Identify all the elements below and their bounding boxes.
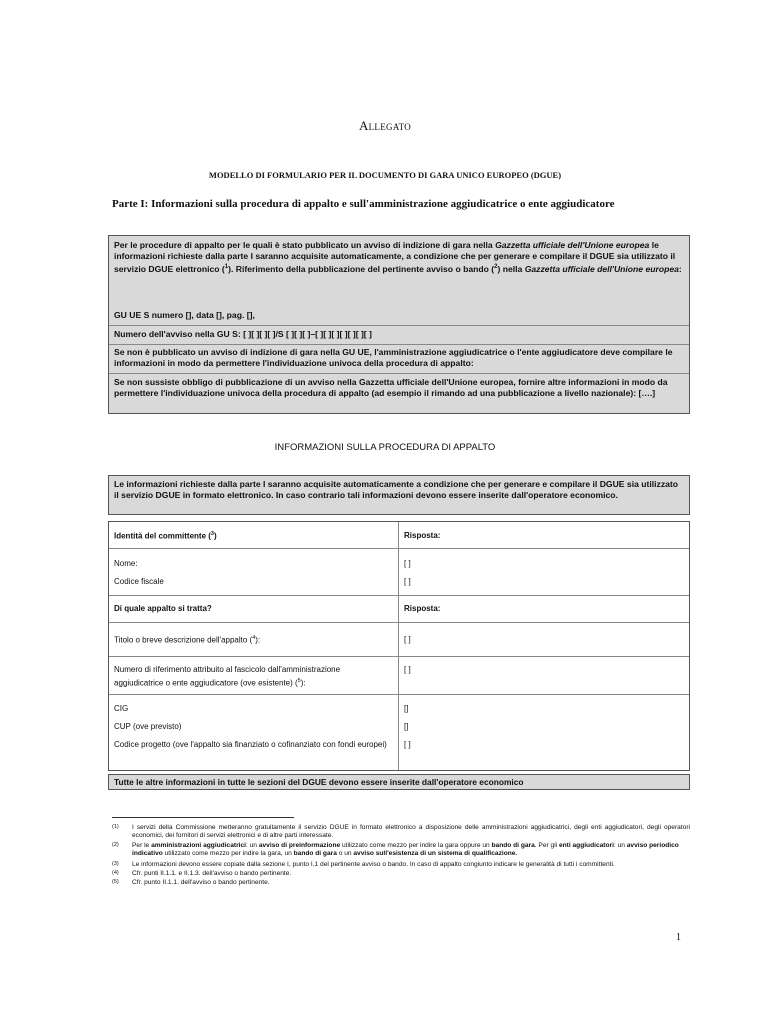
risposta-header: Risposta: bbox=[404, 604, 441, 613]
divider bbox=[109, 325, 689, 326]
footnote-5: (5) Cfr. punto II.1.1. dell'avviso o bando pertinente. bbox=[112, 879, 270, 886]
procedure-table bbox=[108, 521, 690, 771]
codice-progetto-label: Codice progetto (ove l'appalto sia finanziato o cofinanziato con fondi europei) bbox=[114, 740, 387, 749]
part-title: Parte I: Informazioni sulla procedura di appalto e sull'amministrazione aggiudicatrice o ente aggiudicatore bbox=[112, 198, 615, 210]
section-heading: INFORMAZIONI SULLA PROCEDURA DI APPALTO bbox=[274, 442, 496, 453]
table-row bbox=[109, 549, 689, 596]
page-title: Allegato bbox=[358, 118, 412, 133]
footnote-1: (1) I servizi della Commissione metteranno gratuitamente il servizio DGUE in formato elettronico a disposizione delle amministrazioni aggiudicatrici, degli enti aggiudicatori, degli operatori economici, dei fornitori di servizi elettronici e di altre parti interessate. bbox=[112, 824, 690, 840]
table-row bbox=[109, 522, 689, 549]
auto-acquisition-box: Le informazioni richieste dalla parte I saranno acquisite automaticamente a condizione che per generare e compilare il DGUE sia utilizzato il servizio DGUE in formato elettronico. In caso contrario tali informazioni devono essere inserite dall'operatore economico. bbox=[108, 475, 690, 515]
table-row bbox=[109, 657, 689, 695]
codice-fiscale-value: [ ] bbox=[404, 577, 411, 586]
no-publication-paragraph: Se non è pubblicato un avviso di indizione di gara nella GU UE, l'amministrazione aggiudicatrice o l'ente aggiudicatore deve compilare le informazioni in modo da permettere l'individuazione univoca della procedura di appalto: bbox=[114, 347, 673, 368]
titolo-value: [ ] bbox=[404, 635, 411, 644]
nome-label: Nome: bbox=[114, 559, 138, 568]
cig-value: [] bbox=[404, 704, 409, 713]
intro-box bbox=[108, 235, 690, 414]
numero-riferimento-label: Numero di riferimento attribuito al fascicolo dall'amministrazione aggiudicatrice o ente aggiudicatore (ove esistente) ($^5$): bbox=[114, 665, 341, 688]
codice-progetto-value: [ ] bbox=[404, 740, 411, 749]
appalto-header: Di quale appalto si tratta? bbox=[114, 604, 212, 613]
table-row bbox=[109, 695, 689, 772]
footnote-2: (2) Per le amministrazioni aggiudicatrici: un avviso di preinformazione utilizzato come mezzo per indire la gara oppure un bando di gara. Per gli enti aggiudicatori: un avviso periodico indicativo utilizzato come mezzo per indire la gara, un bando di gara o un avviso sull'esistenza di un sistema di qualificazione. bbox=[112, 842, 679, 858]
table-row bbox=[109, 623, 689, 657]
avviso-number: Numero dell'avviso nella GU S: [ ][ ][ ][ ]/S [ ][ ][ ]–[ ][ ][ ][ ][ ][ ][ ] bbox=[114, 329, 372, 339]
table-row bbox=[109, 596, 689, 623]
footnote-3: (3) Le informazioni devono essere copiate dalla sezione I, punto I.1 del pertinente avviso o bando. In caso di appalto congiunto indicare le generalità di tutti i committenti. bbox=[112, 861, 615, 868]
footnote-rule bbox=[112, 817, 294, 818]
no-obligation-paragraph: Se non sussiste obbligo di pubblicazione di un avviso nella Gazzetta ufficiale dell'Unione europea, fornire altre informazioni in modo da permettere l'individuazione univoca della procedura di appalto (ad esempio il rimando ad una pubblicazione a livello nazionale): [….] bbox=[114, 377, 668, 398]
footer-note-bar: Tutte le altre informazioni in tutte le sezioni del DGUE devono essere inserite dall'operatore economico bbox=[108, 774, 690, 790]
page-number: 1 bbox=[676, 932, 681, 943]
codice-fiscale-label: Codice fiscale bbox=[114, 577, 164, 586]
divider bbox=[109, 373, 689, 374]
gu-ue-reference: GU UE S numero [], data [], pag. [], bbox=[114, 310, 255, 320]
footnote-4: (4) Cfr. punti II.1.1. e II.1.3. dell'avviso o bando pertinente. bbox=[112, 870, 292, 877]
form-subtitle: MODELLO DI FORMULARIO PER IL DOCUMENTO DI GARA UNICO EUROPEO (DGUE) bbox=[208, 170, 562, 180]
cup-label: CUP (ove previsto) bbox=[114, 722, 182, 731]
risposta-header: Risposta: bbox=[404, 531, 441, 540]
nome-value: [ ] bbox=[404, 559, 411, 568]
cup-value: [] bbox=[404, 722, 409, 731]
cig-label: CIG bbox=[114, 704, 129, 713]
divider bbox=[109, 344, 689, 345]
committente-header: Identità del committente ($^3$) bbox=[114, 531, 217, 541]
numero-riferimento-value: [ ] bbox=[404, 665, 411, 674]
intro-paragraph: Per le procedure di appalto per le quali è stato pubblicato un avviso di indizione di gara nella Gazzetta ufficiale dell'Unione europea le informazioni richieste dalla parte I saranno acquisite automaticamente, a condizione che per generare e compilare il DGUE sia utilizzato il servizio DGUE elettronico ($^1$). Riferimento della pubblicazione del pertinente avviso o bando ($^2$) nella Gazzetta ufficiale dell'Unione europea: bbox=[114, 240, 682, 274]
titolo-label: Titolo o breve descrizione dell'appalto ($^4$): bbox=[114, 635, 261, 645]
